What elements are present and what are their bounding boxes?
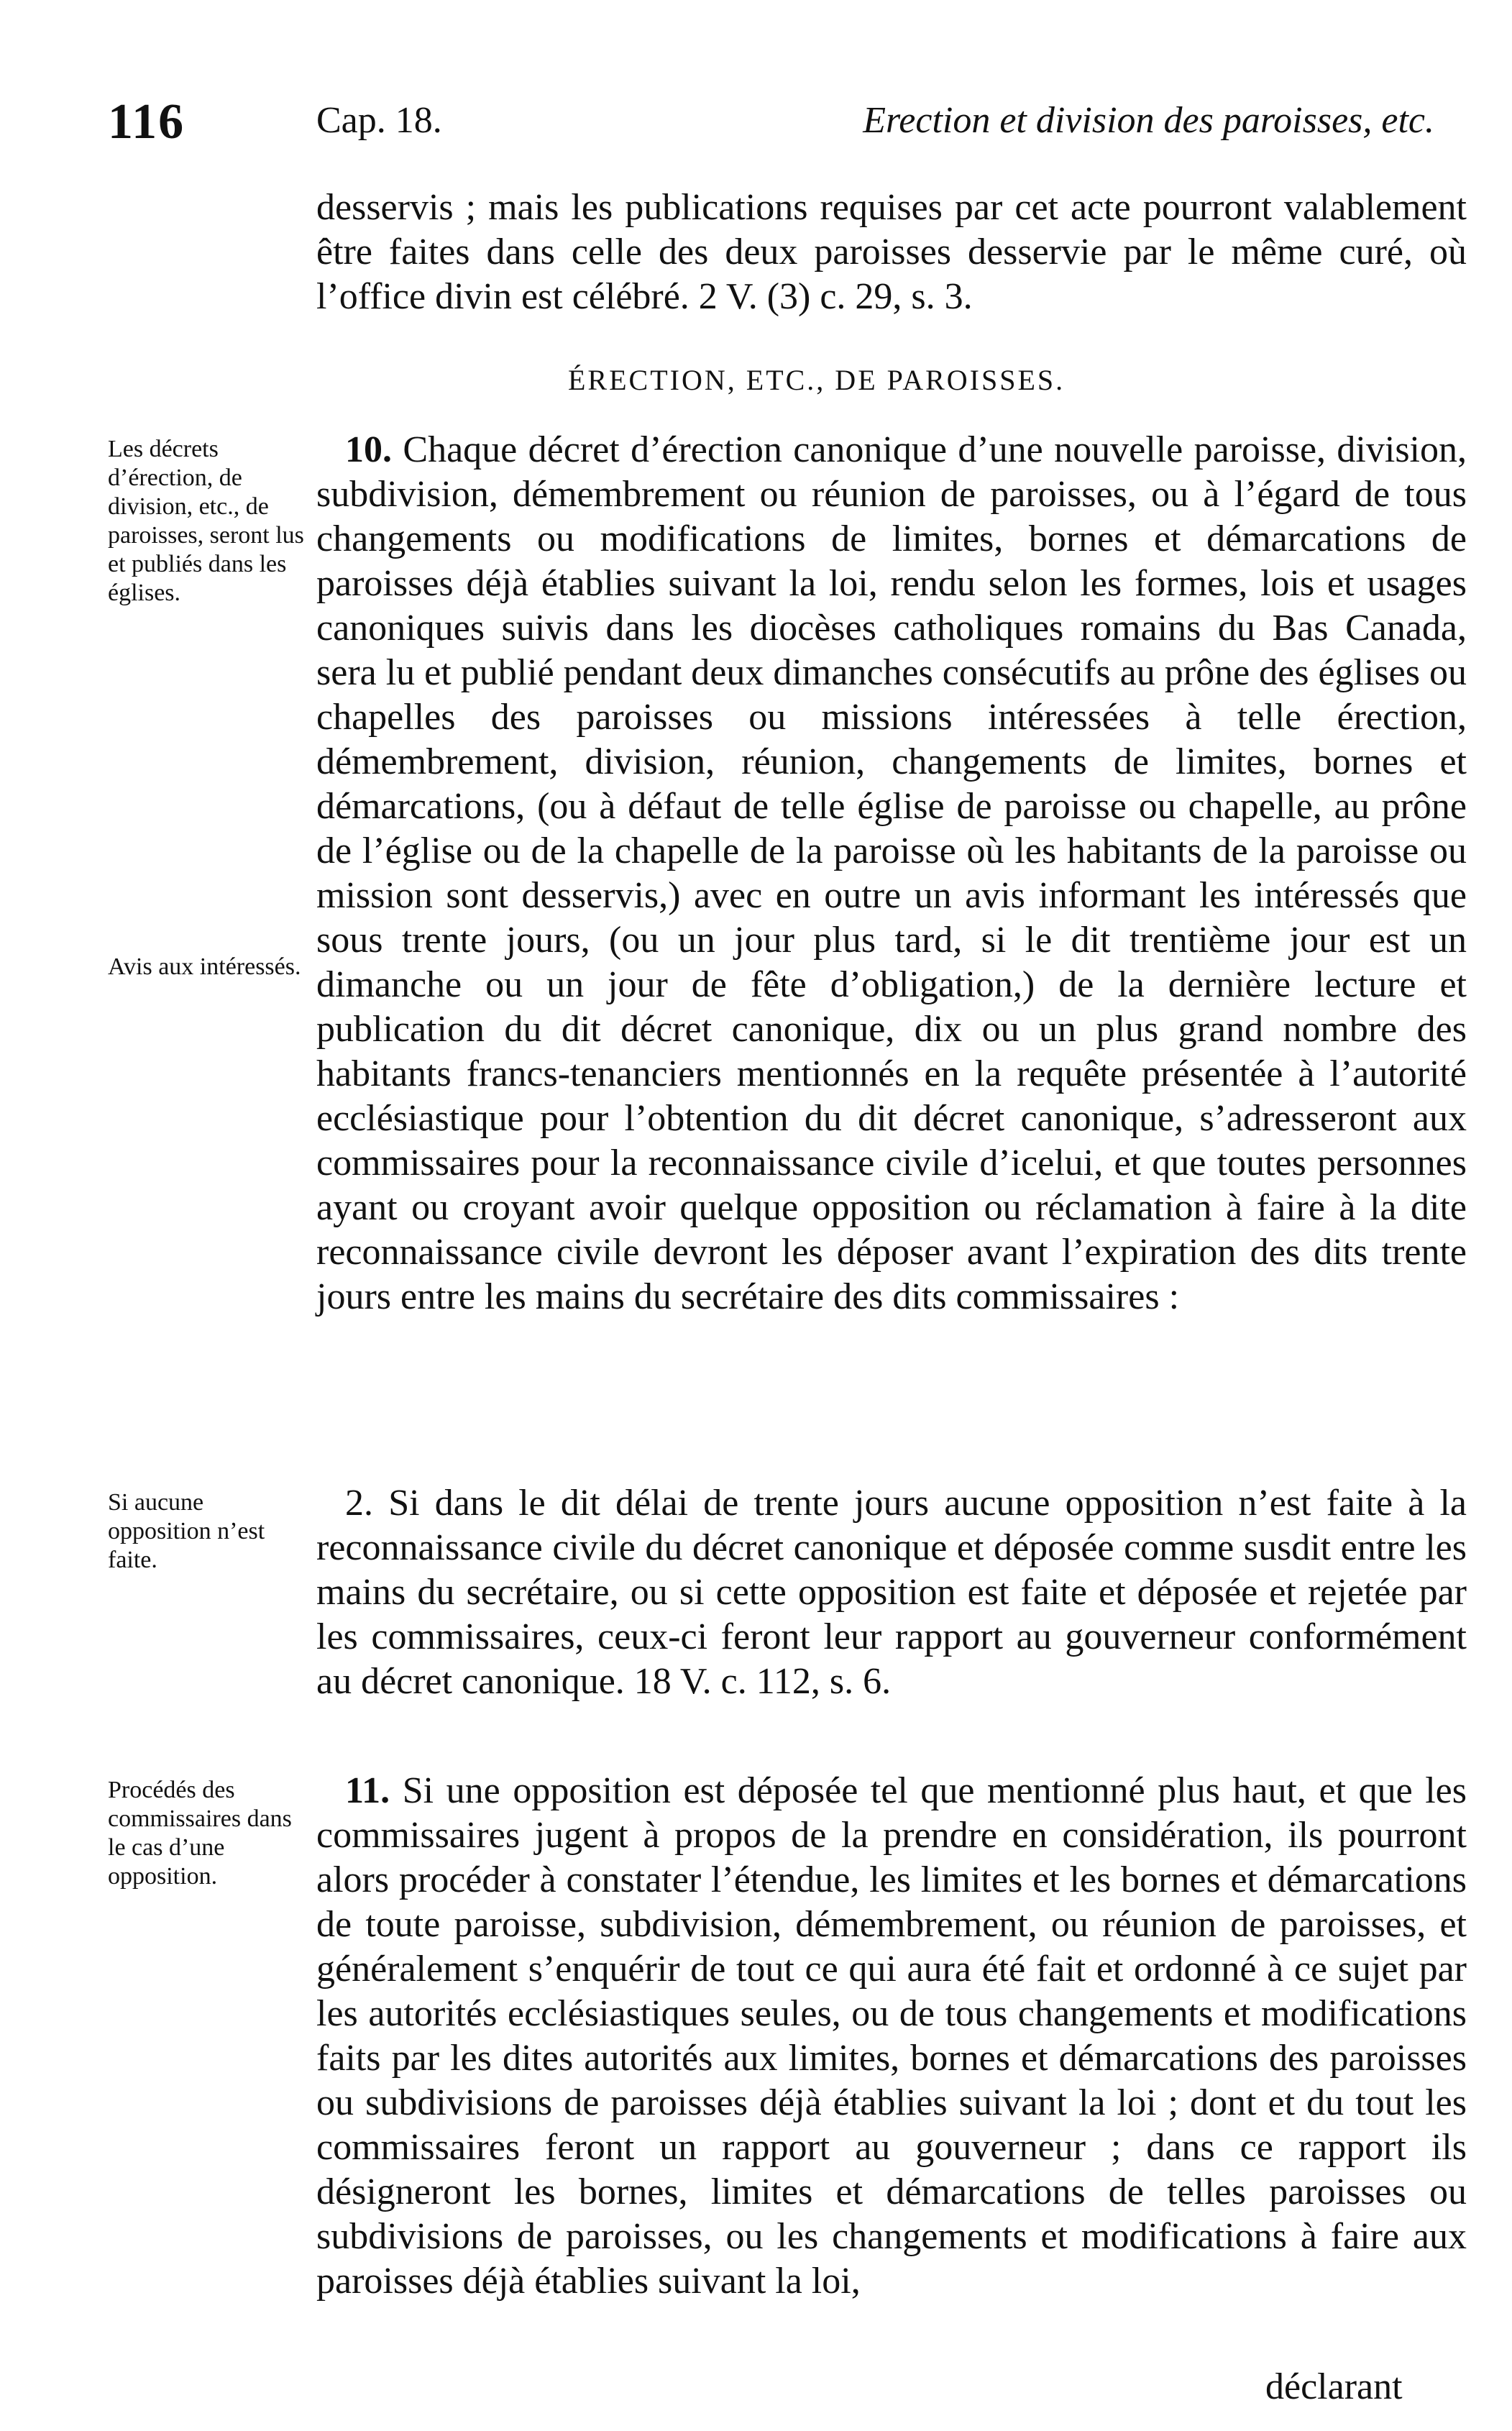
subsection-2-text: Si dans le dit délai de trente jours aucune opposition n’est faite à la reconnaissance civile du décret canonique et déposée comme susdit entre les mains du secrétaire, ou si cette opposition est faite et déposée et rejetée par les commissaires, ceux-ci feront leur rapport au gouverneur conformément au décret canonique. 18 V. c. 112, s. 6. — [316, 1483, 1467, 1702]
page-number: 116 — [108, 94, 185, 150]
margin-note-procedure: Procédés des commissaires dans le cas d’une opposition. — [108, 1777, 292, 1890]
margin-note-no-opposition: Si aucune opposition n’est faite. — [108, 1489, 265, 1573]
article-10-paragraph — [316, 428, 1467, 1319]
subsection-2 — [316, 1481, 1467, 1754]
article-11 — [316, 1769, 1467, 2358]
article-10 — [316, 428, 1467, 1434]
intro-paragraph: desservis ; mais les publications requises par cet acte pourront valablement être faites dans celle des deux paroisses desservie par le même curé, où l’office divin est célébré. 2 V. (3) c. 29, s. 3. — [316, 187, 1467, 317]
article-10-text: Chaque décret d’érection canonique d’une nouvelle paroisse, division, subdivision, démembrement ou réunion de paroisses, ou à l’égard de tous changements ou modifications de limites, bornes et démarcations de paroisses déjà établies suivant la loi, rendu selon les formes, lois et usages canoniques suivis dans les diocèses catholiques romains du Bas Canada, sera lu et publié pendant deux dimanches consécutifs au prône des églises ou chapelles des paroisses ou missions intéressées à telle érection, démembrement, division, réunion, changements de limites, bornes et démarcations, (ou à défaut de telle église de paroisse ou chapelle, au prône de l’église ou de la chapelle de la paroisse où les habitants de la paroisse ou mission sont desservis,) avec en outre un avis informant les intéressés que sous trente jours, (ou un jour plus tard, si le dit trentième jour est un dimanche ou un jour de fête d’obligation,) de la dernière lecture et publication du dit décret canonique, dix ou un plus grand nombre des habitants francs-tenanciers mentionnés en la requête présentée à l’autorité ecclésiastique pour l’obtention du dit décret canonique, s’adresseront aux commissaires pour la reconnaissance civile d’icelui, et que toutes personnes ayant ou croyant avoir quelque opposition ou réclamation à faire à la dite reconnaissance civile devront les déposer avant l’expiration des dits trente jours entre les mains du secrétaire des dits commissaires : — [316, 429, 1467, 1317]
catchword: déclarant — [1265, 2366, 1403, 2407]
article-10-number: 10. — [345, 429, 392, 470]
subsection-2-number: 2. — [345, 1483, 373, 1524]
margin-note-notice: Avis aux intéressés. — [108, 953, 301, 980]
page-header — [108, 93, 1474, 158]
section-heading: ÉRECTION, ETC., DE PAROISSES. — [568, 364, 1066, 396]
running-title: Erection et division des paroisses, etc. — [863, 100, 1434, 141]
chapter-label: Cap. 18. — [316, 100, 442, 141]
margin-note-decrees: Les décrets d’érection, de division, etc., de paroisses, seront lus et publiés dans les églises. — [108, 436, 304, 606]
article-11-paragraph — [316, 1769, 1467, 2304]
article-11-text: Si une opposition est déposée tel que mentionné plus haut, et que les commissaires jugent à propos de la prendre en considération, ils pourront alors procéder à constater l’étendue, les limites et les bornes et démarcations de toute paroisse, subdivision, démembrement, ou réunion de paroisses, et généralement s’enquérir de tout ce qui aura été fait et ordonné à ce sujet par les autorités ecclésiastiques seules, ou de tous changements et modifications faits par les dites autorités aux limites, bornes et démarcations des paroisses ou subdivisions de paroisses déjà établies suivant la loi ; dont et du tout les commissaires feront un rapport au gouverneur ; dans ce rapport ils désigneront les bornes, limites et démarcations de telles paroisses ou subdivisions de paroisses, ou les changements et modifications à faire aux paroisses déjà établies suivant la loi, — [316, 1770, 1467, 2302]
subsection-2-paragraph — [316, 1481, 1467, 1704]
article-11-number: 11. — [345, 1770, 390, 1811]
